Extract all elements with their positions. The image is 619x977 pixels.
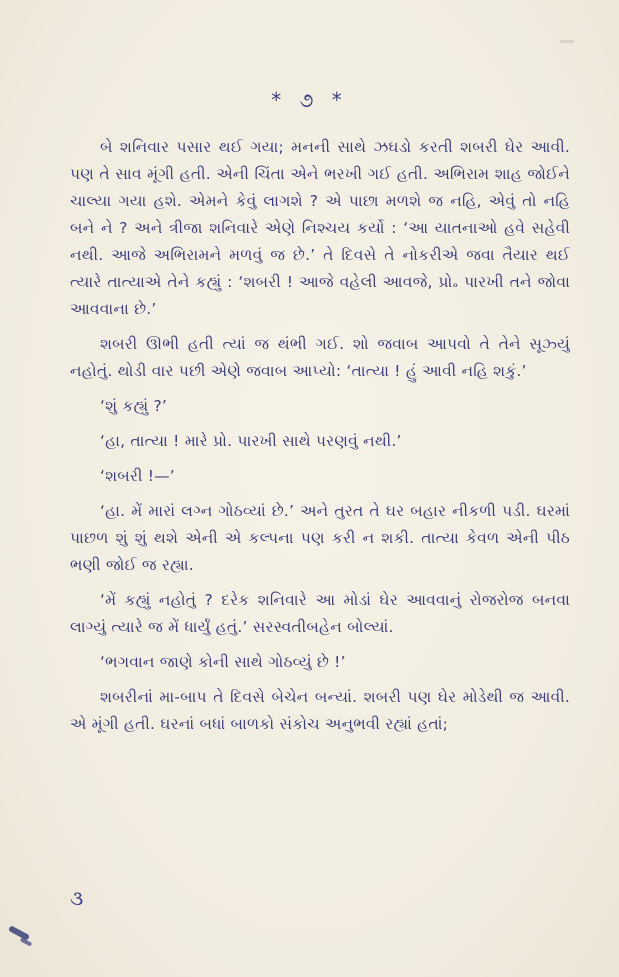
page-number: ૩ xyxy=(70,886,84,910)
paragraph-3: ‘શું કહ્યું ?’ xyxy=(100,397,168,415)
corner-ink-mark xyxy=(8,925,30,941)
paragraph-9: શબરીનાં મા-બાપ તે દિવસે બેચેન બન્યાં. શબરી પણ ઘેર મોડેથી જ આવી. એ મૂંગી હતી. ઘરનાં બધાં બાળકો સંકોચ અનુભવી રહ્યાં હતાં; xyxy=(70,688,570,733)
chapter-heading: * ૭ * xyxy=(271,88,348,112)
paragraph-7: ‘મેં કહ્યું નહોતું ? દરેક શનિવારે આ મોડાં ઘેર આવવાનું રોજરોજ બનવા લાગ્યું ત્યારે જ મેં ધાર્યું હતું.’ સરસ્વતીબહેન બોલ્યાં. xyxy=(70,591,570,636)
body-text xyxy=(70,134,570,746)
paragraph-5: ‘શબરી !—’ xyxy=(100,467,175,485)
paragraph-1: બે શનિવાર પસાર થઈ ગયા; મનની સાથે ઝઘડો કરતી શબરી ઘેર આવી. પણ તે સાવ મૂંગી હતી. એની ચિંતા એને ભરખી ગઈ હતી. અભિરામ શાહ જોઈને ચાલ્યા ગયા હશે. એમને કેવું લાગશે ? એ પાછા મળશે જ નહિ, એવું તો નહિ બને ને ? અને ત્રીજા શનિવારે એણે નિશ્ચય કર્યો : ‘આ યાતનાઓ હવે સહેવી નથી. આજે અભિરામને મળવું જ છે.’ તે દિવસે તે નોકરીએ જવા તૈયાર થઈ ત્યારે તાત્યાએ તેને કહ્યું : ‘શબરી ! આજે વહેલી આવજે, પ્રો૰ પારખી તને જોવા આવવાના છે.’ xyxy=(70,138,570,318)
corner-ink-mark-small xyxy=(20,937,32,946)
paragraph-4: ‘હા, તાત્યા ! મારે પ્રો. પારખી સાથે પરણવું નથી.’ xyxy=(100,432,402,450)
paragraph-8: ‘ભગવાન જાણે કોની સાથે ગોઠવ્યું છે !’ xyxy=(100,653,346,671)
paragraph-2: શબરી ઊભી હતી ત્યાં જ થંભી ગઈ. શો જવાબ આપવો તે તેને સૂઝ્યું નહોતું. થોડી વાર પછી એણે જવાબ આપ્યો: ‘તાત્યા ! હું આવી નહિ શકું.’ xyxy=(70,335,570,380)
paragraph-6: ‘હા. મેં મારાં લગ્ન ગોઠવ્યાં છે.’ અને તુરત તે ઘર બહાર નીકળી પડી. ઘરમાં પાછળ શું શું થશે એની એ કલ્પના પણ કરી ન શકી. તાત્યા કેવળ એની પીઠ ભણી જોઈ જ રહ્યા. xyxy=(70,502,570,574)
page-smudge xyxy=(560,40,574,43)
